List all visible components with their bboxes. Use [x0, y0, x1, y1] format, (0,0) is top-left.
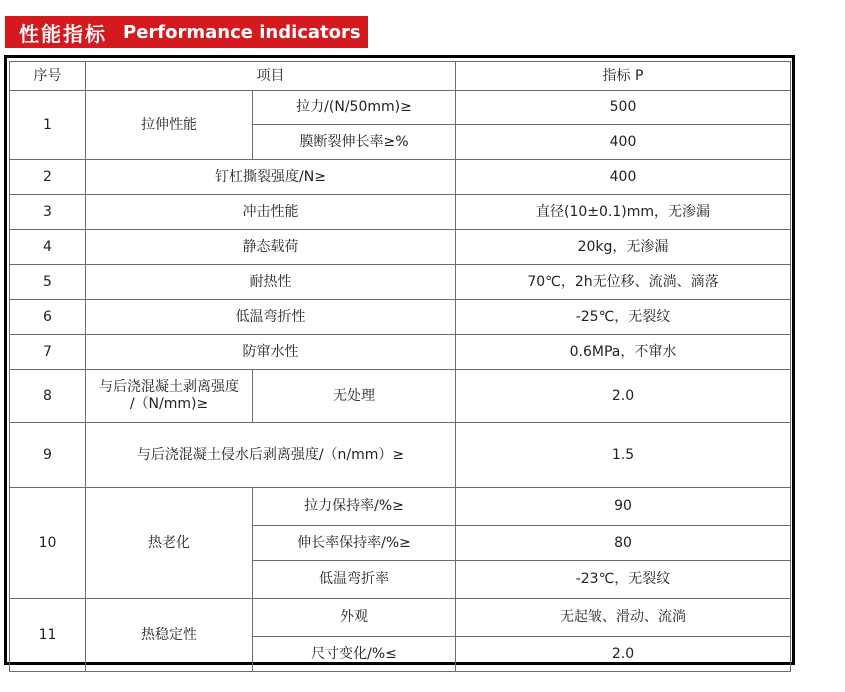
- table-header-row: [10, 62, 791, 91]
- row-value: -25℃，无裂纹: [456, 300, 791, 335]
- row-no: 10: [10, 488, 86, 599]
- row-label: 静态载荷: [86, 230, 456, 265]
- row-value: 直径(10±0.1)mm，无渗漏: [456, 195, 791, 230]
- row-group: 拉伸性能: [86, 91, 253, 160]
- row-label: 与后浇混凝土侵水后剥离强度/（n/mm）≥: [86, 423, 456, 488]
- row-no: 3: [10, 195, 86, 230]
- row-sub-label: 低温弯折率: [253, 561, 456, 599]
- row-value: 400: [456, 125, 791, 160]
- row-label: 耐热性: [86, 265, 456, 300]
- section-banner: [5, 16, 368, 48]
- row-value: 70℃，2h无位移、流淌、滴落: [456, 265, 791, 300]
- row-sub-label: 拉力保持率/%≥: [253, 488, 456, 526]
- row-label: 钉杠撕裂强度/N≥: [86, 160, 456, 195]
- row-no: 8: [10, 370, 86, 423]
- row-sub-label: 膜断裂伸长率≥%: [253, 125, 456, 160]
- row-value: 2.0: [456, 370, 791, 423]
- row-label: 防窜水性: [86, 335, 456, 370]
- row-label-line1: 与后浇混凝土剥离强度: [99, 379, 239, 395]
- header-no: 序号: [10, 62, 86, 91]
- row-label: [86, 370, 253, 423]
- table-row: [10, 599, 791, 637]
- row-sub-label: 尺寸变化/%≤: [253, 637, 456, 672]
- row-value: 无起皱、滑动、流淌: [456, 599, 791, 637]
- table-row: [10, 300, 791, 335]
- table-row: [10, 335, 791, 370]
- row-sub-label: 拉力/(N/50mm)≥: [253, 91, 456, 125]
- row-label: 冲击性能: [86, 195, 456, 230]
- row-sub-label: 无处理: [253, 370, 456, 423]
- row-value: 400: [456, 160, 791, 195]
- table-row: [10, 265, 791, 300]
- row-label: 低温弯折性: [86, 300, 456, 335]
- row-value: 0.6MPa，不窜水: [456, 335, 791, 370]
- row-value: 80: [456, 526, 791, 561]
- row-value: 20kg，无渗漏: [456, 230, 791, 265]
- table-row: [10, 423, 791, 488]
- row-value: -23℃，无裂纹: [456, 561, 791, 599]
- row-no: 7: [10, 335, 86, 370]
- row-group: 热稳定性: [86, 599, 253, 672]
- header-index: 指标 P: [456, 62, 791, 91]
- row-no: 4: [10, 230, 86, 265]
- table-row: [10, 160, 791, 195]
- row-no: 9: [10, 423, 86, 488]
- row-value: 90: [456, 488, 791, 526]
- row-no: 5: [10, 265, 86, 300]
- table-row: [10, 91, 791, 125]
- row-group: 热老化: [86, 488, 253, 599]
- row-value: 2.0: [456, 637, 791, 672]
- row-no: 11: [10, 599, 86, 672]
- row-no: 2: [10, 160, 86, 195]
- row-sub-label: 伸长率保持率/%≥: [253, 526, 456, 561]
- row-label-line2: /（N/mm)≥: [129, 396, 209, 412]
- row-no: 6: [10, 300, 86, 335]
- table-row: [10, 195, 791, 230]
- banner-title-zh: 性能指标: [19, 21, 107, 46]
- row-value: 1.5: [456, 423, 791, 488]
- row-value: 500: [456, 91, 791, 125]
- performance-table: [9, 61, 791, 672]
- table-row: [10, 230, 791, 265]
- table-row: [10, 488, 791, 526]
- banner-title-en: Performance indicators: [123, 21, 361, 43]
- row-sub-label: 外观: [253, 599, 456, 637]
- table-row: [10, 370, 791, 423]
- header-item: 项目: [86, 62, 456, 91]
- row-no: 1: [10, 91, 86, 160]
